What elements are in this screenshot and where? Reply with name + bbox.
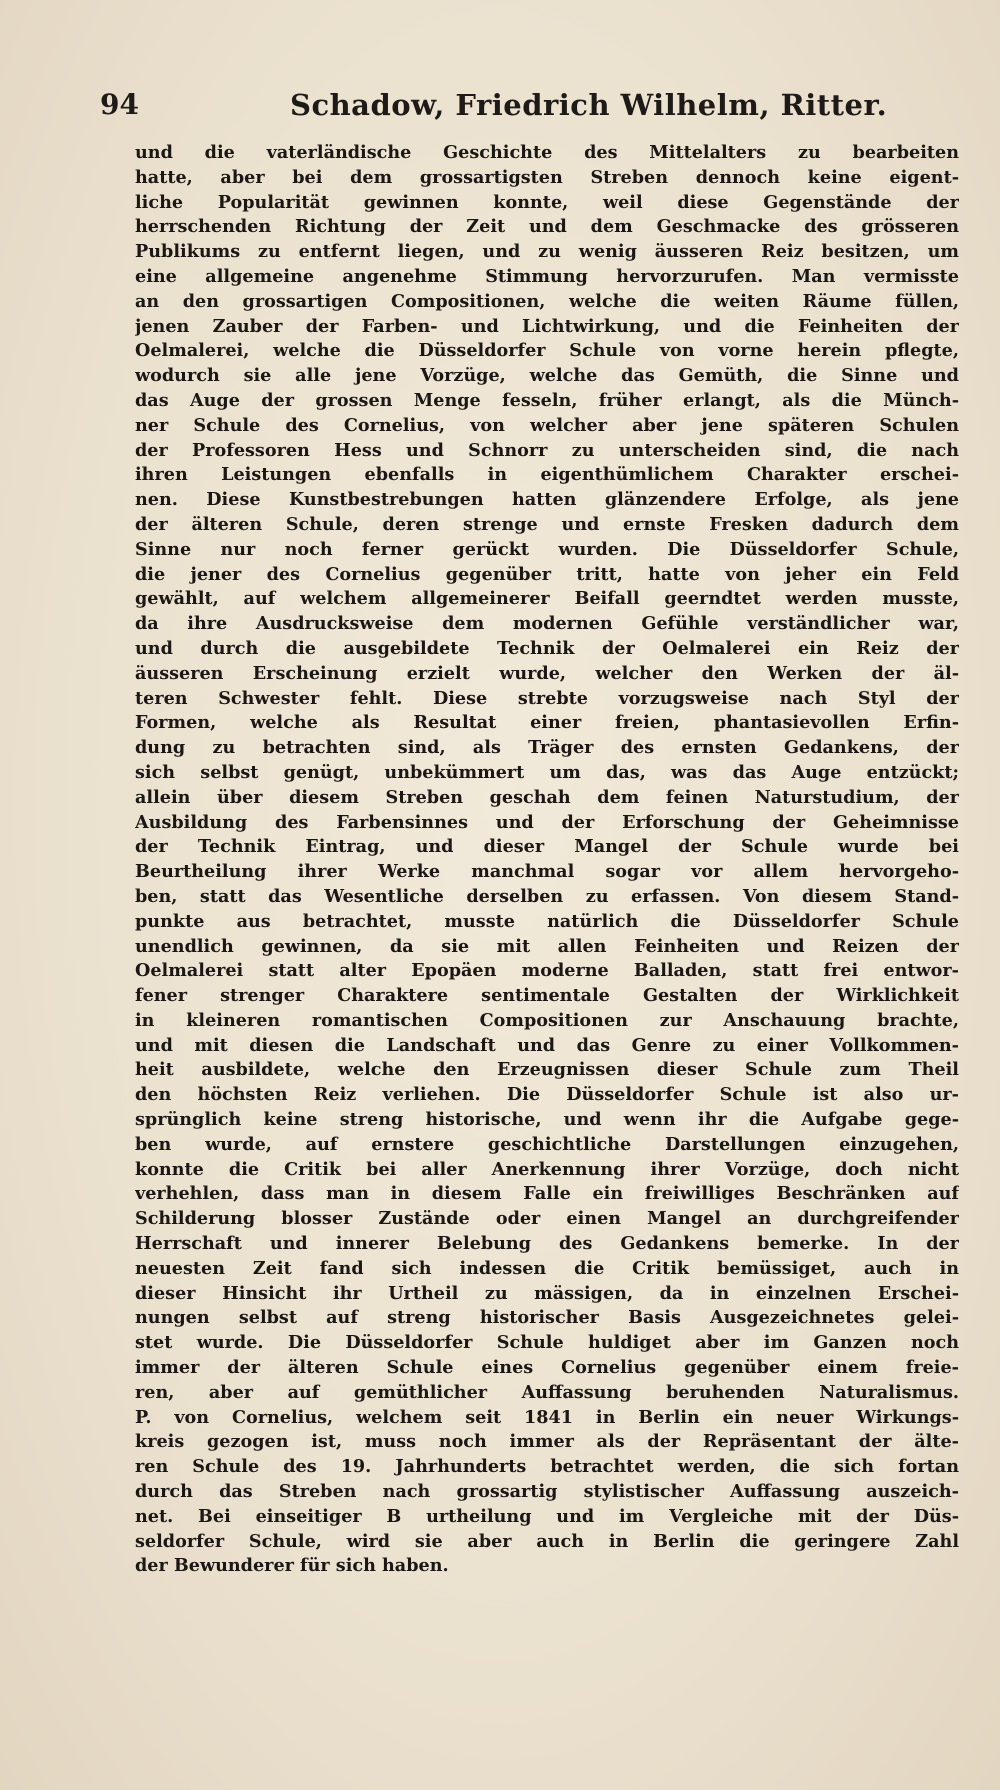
text-line: in kleineren romantischen Compositionen zur Anschauung brachte, <box>135 1009 959 1031</box>
text-line: net. Bei einseitiger B urtheilung und im Vergleiche mit der Düs- <box>135 1505 959 1527</box>
text-line: Herrschaft und innerer Belebung des Gedankens bemerke. In der <box>135 1233 959 1255</box>
text-line: ner Schule des Cornelius, von welcher aber jene späteren Schulen <box>135 414 959 436</box>
text-line: ben, statt das Wesentliche derselben zu erfassen. Von diesem Stand- <box>135 885 959 907</box>
text-line: fener strenger Charaktere sentimentale Gestalten der Wirklichkeit <box>135 985 959 1007</box>
text-line: sprünglich keine streng historische, und wenn ihr die Aufgabe gege- <box>135 1109 959 1131</box>
text-line: wodurch sie alle jene Vorzüge, welche das Gemüth, die Sinne und <box>135 365 959 387</box>
text-line: und die vaterländische Geschichte des Mittelalters zu bearbeiten <box>135 142 959 163</box>
text-line: der Bewunderer für sich haben. <box>135 1555 449 1577</box>
text-line: P. von Cornelius, welchem seit 1841 in Berlin ein neuer Wirkungs- <box>135 1406 959 1428</box>
text-line: und mit diesen die Landschaft und das Genre zu einer Vollkommen- <box>135 1034 959 1056</box>
text-line: ren, aber auf gemüthlicher Auffassung beruhenden Naturalismus. <box>135 1381 959 1403</box>
text-line: Formen, welche als Resultat einer freien, phantasievollen Erfin- <box>135 712 959 734</box>
text-line: allein über diesem Streben geschah dem feinen Naturstudium, der <box>135 786 959 808</box>
text-line: jenen Zauber der Farben- und Lichtwirkung, und die Feinheiten der <box>135 315 959 337</box>
text-line: teren Schwester fehlt. Diese strebte vorzugsweise nach Styl der <box>135 687 959 709</box>
text-line: Oelmalerei, welche die Düsseldorfer Schule von vorne herein pflegte, <box>135 340 959 362</box>
text-line: heit ausbildete, welche den Erzeugnissen dieser Schule zum Theil <box>135 1059 959 1081</box>
text-line: herrschenden Richtung der Zeit und dem Geschmacke des grösseren <box>135 216 959 238</box>
text-line: das Auge der grossen Menge fesseln, früher erlangt, als die Münch- <box>135 389 959 411</box>
text-line: nen. Diese Kunstbestrebungen hatten glänzendere Erfolge, als jene <box>135 489 959 511</box>
text-line: nungen selbst auf streng historischer Basis Ausgezeichnetes gelei- <box>135 1307 959 1329</box>
text-line: ben wurde, auf ernstere geschichtliche Darstellungen einzugehen, <box>135 1133 959 1155</box>
text-line: verhehlen, dass man in diesem Falle ein freiwilliges Beschränken auf <box>135 1183 959 1205</box>
page-number: 94 <box>100 88 139 121</box>
text-line: der Professoren Hess und Schnorr zu unterscheiden sind, die nach <box>135 439 959 461</box>
text-line: und durch die ausgebildete Technik der Oelmalerei ein Reiz der <box>135 637 959 659</box>
running-head: Schadow, Friedrich Wilhelm, Ritter. <box>290 88 888 122</box>
text-line: sich selbst genügt, unbekümmert um das, was das Auge entzückt; <box>135 761 959 783</box>
text-line: eine allgemeine angenehme Stimmung hervorzurufen. Man vermisste <box>135 265 959 287</box>
text-line: durch das Streben nach grossartig stylistischer Auffassung auszeich- <box>135 1481 959 1503</box>
text-line: Ausbildung des Farbensinnes und der Erforschung der Geheimnisse <box>135 811 959 833</box>
text-line: kreis gezogen ist, muss noch immer als der Repräsentant der älte- <box>135 1431 959 1453</box>
text-line: punkte aus betrachtet, musste natürlich die Düsseldorfer Schule <box>135 910 959 932</box>
body-text <box>135 141 959 1579</box>
text-line: gewählt, auf welchem allgemeinerer Beifall geerndtet werden musste, <box>135 588 959 610</box>
text-line: Publikums zu entfernt liegen, und zu wenig äusseren Reiz besitzen, um <box>135 241 959 263</box>
text-line: hatte, aber bei dem grossartigsten Streben dennoch keine eigent- <box>135 166 959 188</box>
text-line: stet wurde. Die Düsseldorfer Schule huldiget aber im Ganzen noch <box>135 1332 959 1354</box>
text-line: da ihre Ausdrucksweise dem modernen Gefühle verständlicher war, <box>135 613 959 635</box>
text-line: ihren Leistungen ebenfalls in eigenthümlichem Charakter erschei- <box>135 464 959 486</box>
text-line: seldorfer Schule, wird sie aber auch in Berlin die geringere Zahl <box>135 1530 959 1552</box>
text-line: der älteren Schule, deren strenge und ernste Fresken dadurch dem <box>135 513 959 535</box>
text-line: Sinne nur noch ferner gerückt wurden. Die Düsseldorfer Schule, <box>135 538 959 560</box>
text-line: neuesten Zeit fand sich indessen die Critik bemüssiget, auch in <box>135 1257 959 1279</box>
text-line: ren Schule des 19. Jahrhunderts betrachtet werden, die sich fortan <box>135 1456 959 1478</box>
text-line: dieser Hinsicht ihr Urtheil zu mässigen, da in einzelnen Erschei- <box>135 1282 959 1304</box>
text-line: Beurtheilung ihrer Werke manchmal sogar vor allem hervorgeho- <box>135 861 959 883</box>
text-line: liche Popularität gewinnen konnte, weil diese Gegenstände der <box>135 191 959 213</box>
text-line: der Technik Eintrag, und dieser Mangel der Schule wurde bei <box>135 836 959 858</box>
text-line: Oelmalerei statt alter Epopäen moderne Balladen, statt frei entwor- <box>135 960 959 982</box>
page-header <box>100 82 930 128</box>
text-line: äusseren Erscheinung erzielt wurde, welcher den Werken der äl- <box>135 662 959 684</box>
text-line: den höchsten Reiz verliehen. Die Düsseldorfer Schule ist also ur- <box>135 1084 959 1106</box>
text-line: die jener des Cornelius gegenüber tritt, hatte von jeher ein Feld <box>135 563 959 585</box>
text-line: unendlich gewinnen, da sie mit allen Feinheiten und Reizen der <box>135 935 959 957</box>
text-line: an den grossartigen Compositionen, welche die weiten Räume füllen, <box>135 290 959 312</box>
text-line: immer der älteren Schule eines Cornelius gegenüber einem freie- <box>135 1357 959 1379</box>
text-line: konnte die Critik bei aller Anerkennung ihrer Vorzüge, doch nicht <box>135 1158 959 1180</box>
text-line: Schilderung blosser Zustände oder einen Mangel an durchgreifender <box>135 1208 959 1230</box>
text-line: dung zu betrachten sind, als Träger des ernsten Gedankens, der <box>135 737 959 759</box>
